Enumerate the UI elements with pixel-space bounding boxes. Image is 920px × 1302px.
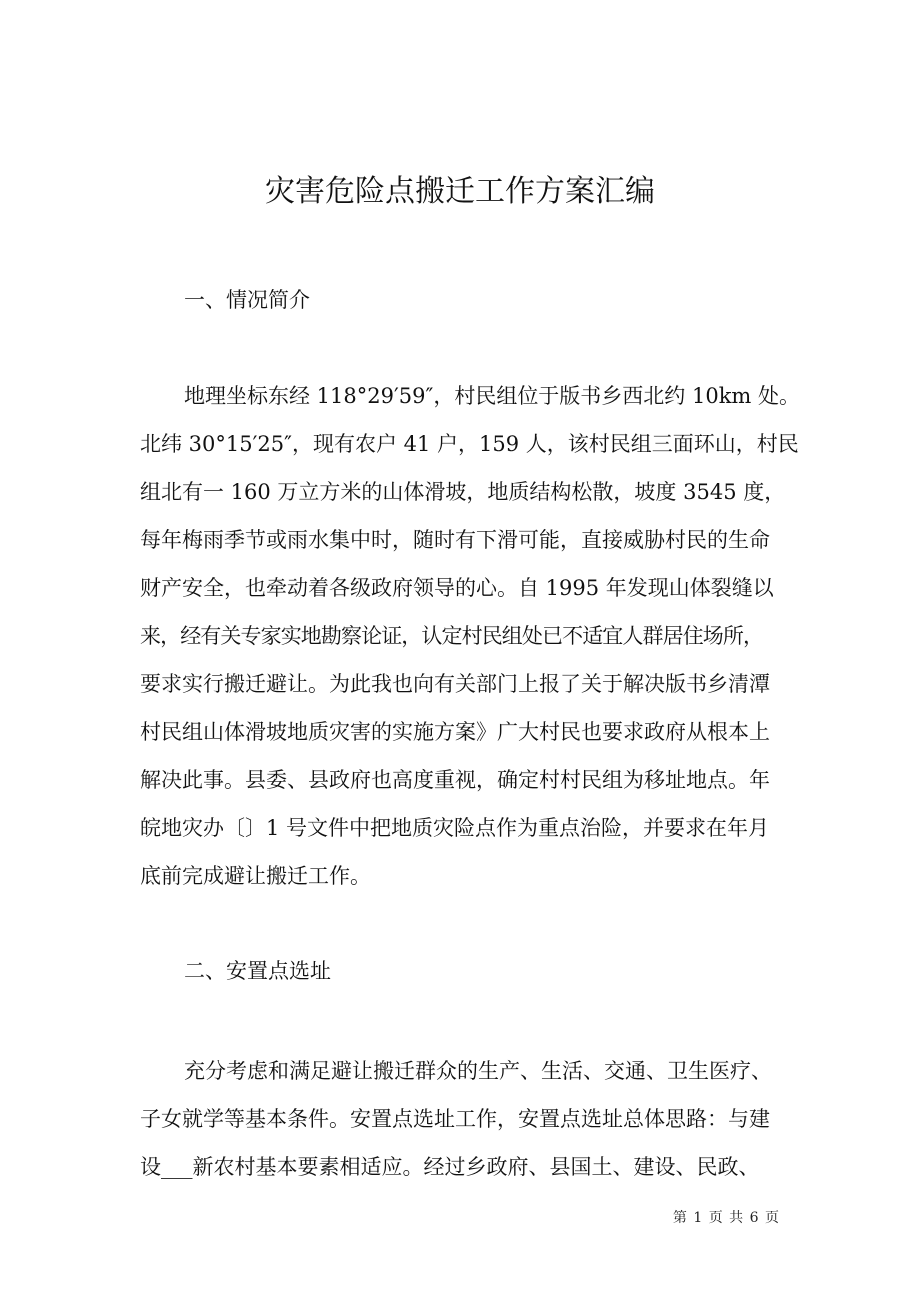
page-title: 灾害危险点搬迁工作方案汇编	[265, 174, 655, 209]
paragraph-line: 财产安全，也牵动着各级政府领导的心。自 1995 年发现山体裂缝以	[140, 576, 774, 600]
paragraph-line: 设___新农村基本要素相适应。经过乡政府、县国土、建设、民政、	[140, 1155, 760, 1179]
paragraph-line: 底前完成避让搬迁工作。	[140, 864, 371, 888]
paragraph-line: 充分考虑和满足避让搬迁群众的生产、生活、交通、卫生医疗、	[184, 1059, 772, 1083]
section-2-paragraph	[140, 1047, 790, 1191]
section-1-paragraph	[140, 372, 801, 900]
paragraph-line: 村民组山体滑坡地质灾害的实施方案》广大村民也要求政府从根本上	[140, 720, 770, 744]
paragraph-line: 组北有一 160 万立方米的山体滑坡，地质结构松散，坡度 3545 度，	[140, 480, 786, 504]
section-heading-2: 二、安置点选址	[184, 959, 331, 983]
paragraph-line: 来，经有关专家实地勘察论证，认定村民组处已不适宜人群居住场所，	[140, 624, 764, 648]
paragraph-line: 解决此事。县委、县政府也高度重视，确定村村民组为移址地点。年	[140, 768, 770, 792]
paragraph-line: 要求实行搬迁避让。为此我也向有关部门上报了关于解决版书乡清潭	[140, 672, 770, 696]
paragraph-line: 北纬 30°15′25″，现有农户 41 户，159 人，该村民组三面环山，村民	[140, 432, 799, 456]
paragraph-line: 每年梅雨季节或雨水集中时，随时有下滑可能，直接威胁村民的生命	[140, 528, 770, 552]
section-heading-1: 一、情况简介	[184, 288, 310, 312]
paragraph-line: 地理坐标东经 118°29′59″，村民组位于版书乡西北约 10km 处。	[184, 384, 801, 408]
paragraph-line: 子女就学等基本条件。安置点选址工作，安置点选址总体思路：与建	[140, 1107, 770, 1131]
page-number-footer: 第 1 页 共 6 页	[672, 1210, 780, 1226]
paragraph-line: 皖地灾办〔〕1 号文件中把地质灾险点作为重点治险，并要求在年月	[140, 816, 770, 840]
